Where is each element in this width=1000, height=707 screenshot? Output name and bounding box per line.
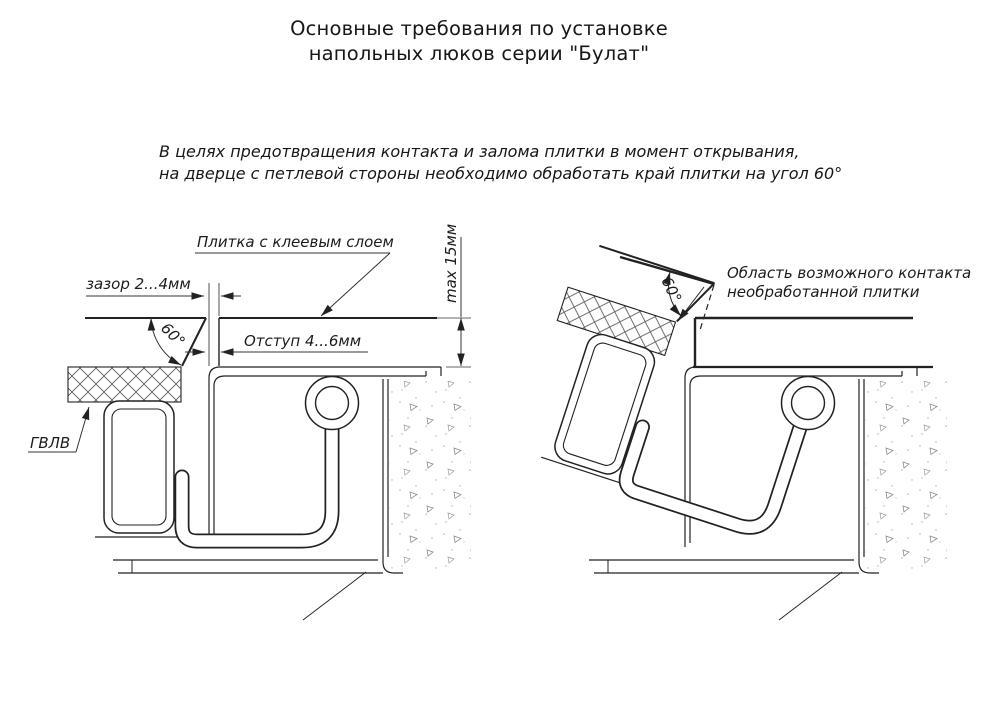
hinge-pin-left bbox=[306, 377, 359, 430]
hinge-arm-closed bbox=[182, 404, 332, 541]
page-title bbox=[0, 16, 958, 66]
label-gvlv: ГВЛВ bbox=[30, 434, 71, 452]
right-labels bbox=[657, 264, 971, 306]
hinge-pin-right bbox=[782, 377, 835, 430]
label-offset: Отступ 4...6мм bbox=[244, 332, 362, 350]
label-max-thickness: max 15мм bbox=[442, 223, 460, 303]
label-angle-left: 60° bbox=[157, 319, 189, 351]
note-line2: на дверце с петлевой стороны необходимо обработать край плитки на угол 60° bbox=[159, 163, 843, 183]
title-line2: напольных люков серии "Булат" bbox=[308, 42, 650, 65]
label-angle-right: 60° bbox=[657, 273, 686, 306]
label-gap: зазор 2...4мм bbox=[86, 275, 191, 293]
title-line1: Основные требования по установке bbox=[290, 17, 668, 40]
note-text bbox=[159, 141, 842, 184]
label-contact-line2: необработанной плитки bbox=[727, 283, 920, 301]
hinge-arm-open bbox=[623, 358, 808, 535]
left-diagram-closed bbox=[68, 318, 471, 620]
label-tile-glue: Плитка с клеевым слоем bbox=[197, 233, 394, 251]
note-line1: В целях предотвращения контакта и залома плитки в момент открывания, bbox=[159, 142, 800, 161]
label-contact-line1: Область возможного контакта bbox=[727, 264, 972, 282]
